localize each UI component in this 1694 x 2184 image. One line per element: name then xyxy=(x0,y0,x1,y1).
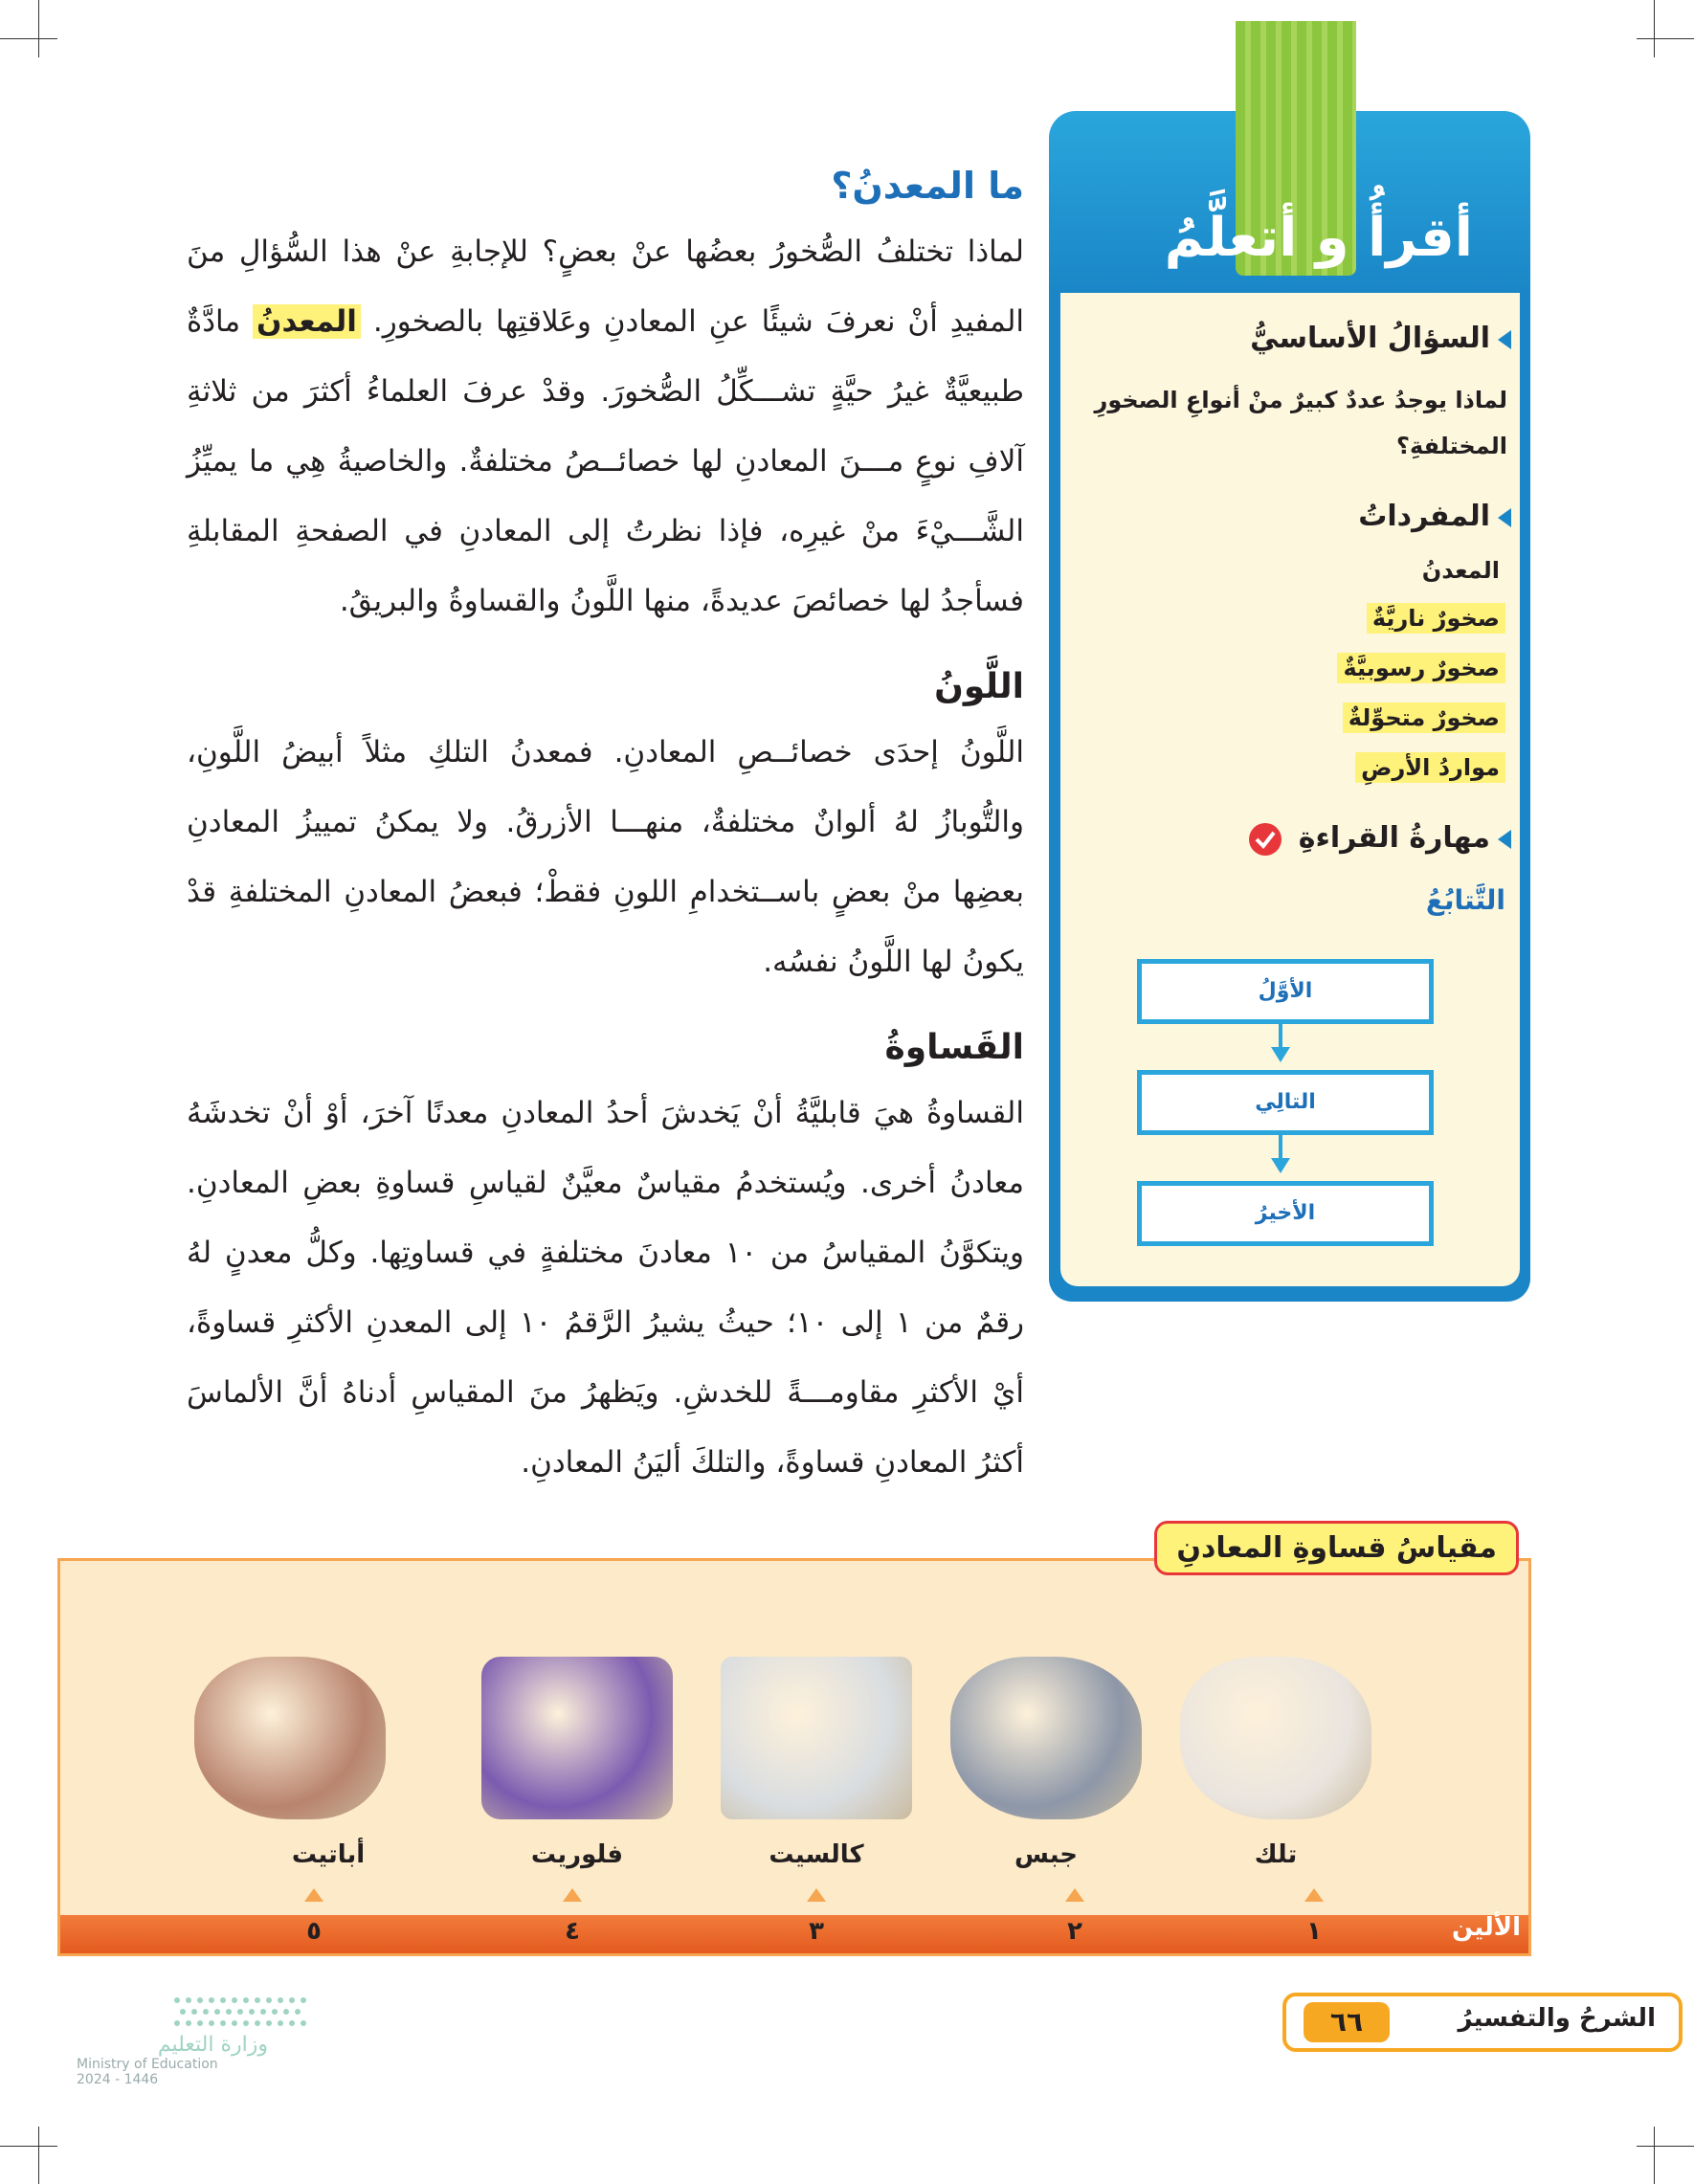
essential-question-heading xyxy=(1250,322,1511,355)
para1-part3: مادَّةٌ طبيعيَّةٌ غيرُ حيَّةٍ تشـــكِّلُ الصُّخورَ. وقدْ عرفَ العلماءُ أكثرَ من ثلاثةِ آلافِ نوعٍ مـــنَ المعادنِ لها خصائــصُ مختلفةٌ. والخاصيةُ هِي ما يميِّزُ الشَّـــيْءَ منْ غيرِه، فإذا نظرتُ إلى المعادنِ في الصفحةِ المقابلةِ فسأجدُ لها خصائصَ عديدةً، منها اللَّونُ والقساوةُ والبريقُ. xyxy=(187,304,1024,619)
paragraph-color: اللَّونُ إحدَى خصائــصِ المعادنِ. فمعدنُ التلكِ مثلاً أبيضُ اللَّونِ، والتُّوبازُ لهُ ألوانٌ مختلفةٌ، منهـــا الأزرقُ. ولا يمكنُ تمييزُ المعادنِ بعضِها منْ بعضٍ باســتخدامِ اللونِ فقطْ؛ فبعضُ المعادنِ المختلفةِ قدْ يكونُ لها اللَّونُ نفسُه. xyxy=(187,735,1024,980)
vocabulary-heading xyxy=(1358,500,1511,533)
heading-hardness: القَساوةُ xyxy=(884,1028,1024,1068)
vocabulary-label: المفرداتُ xyxy=(1358,500,1490,533)
essential-question-text: لماذا يوجدُ عددٌ كبيرٌ منْ أنواعِ الصخورِ المختلفةِ؟ xyxy=(1094,387,1507,459)
page-footer xyxy=(1282,1993,1683,2052)
main-content xyxy=(187,163,1024,1498)
softest-label: الألين xyxy=(1451,1913,1521,1942)
triangle-icon xyxy=(1498,508,1511,527)
calcite-image xyxy=(721,1657,912,1819)
mineral-label-apatite: أباتيت xyxy=(291,1840,366,1869)
vocab-item: صخورٌ متحوِّلةٌ xyxy=(1343,702,1505,733)
gypsum-image xyxy=(950,1657,1142,1819)
tick-marker xyxy=(1065,1888,1084,1902)
heading-color: اللَّونُ xyxy=(934,667,1024,707)
hardness-number: ١ xyxy=(1306,1917,1322,1946)
arrow-down-icon xyxy=(1279,1024,1282,1049)
vocab-highlight-mineral: المعدنُ xyxy=(253,304,361,339)
sequence-box-next: التالِي xyxy=(1137,1070,1434,1135)
triangle-icon xyxy=(1498,830,1511,849)
arrow-head-icon xyxy=(1271,1158,1290,1173)
hardness-number: ٣ xyxy=(809,1917,824,1946)
mineral-label-fluorite: فلوريت xyxy=(530,1840,624,1869)
paragraph-hardness: القساوةُ هيَ قابليَّةُ أنْ يَخدشَ أحدُ المعادنِ معدنًا آخرَ، أوْ أنْ تخدشَهُ معادنُ أخرى. ويُستخدمُ مقياسٌ معيَّنٌ لقياسِ قساوةِ بعضِ المعادنِ. ويتكوَّنُ المقياسُ من ١٠ معادنَ مختلفةٍ في قساوتِها. وكلُّ معدنٍ لهُ رقمٌ من ١ إلى ١٠؛ حيثُ يشيرُ الرَّقمُ ١٠ إلى المعدنِ الأكثرِ قساوةً، أيْ الأكثرِ مقاومـــةً للخدشِ. ويَظهرُ منَ المقياسِ أدناهُ أنَّ الألماسَ أكثرُ المعادنِ قساوةً، والتلكَ أليَنُ المعادنِ. xyxy=(187,1095,1024,1480)
triangle-icon xyxy=(1498,330,1511,349)
tick-marker xyxy=(563,1888,582,1902)
sidebar-title: أقرأُ و أتعلَّمُ xyxy=(1164,207,1473,269)
reading-skill-sequence: التَّتابُعُ xyxy=(1425,884,1505,916)
page-number: ٦٦ xyxy=(1304,2002,1390,2042)
hardness-number: ٤ xyxy=(565,1917,580,1946)
checkmark-icon xyxy=(1248,822,1282,857)
section-label: الشرحُ والتفسيرُ xyxy=(1458,2004,1656,2033)
apatite-image xyxy=(194,1657,386,1819)
tick-marker xyxy=(304,1888,323,1902)
hardness-number: ٥ xyxy=(306,1917,322,1946)
arrow-head-icon xyxy=(1271,1047,1290,1062)
mineral-label-talc: تلك xyxy=(1254,1840,1298,1869)
reading-skill-label: مهارةُ القراءةِ xyxy=(1298,821,1490,855)
vocab-item: المعدنُ xyxy=(1421,557,1500,584)
tick-marker xyxy=(1304,1888,1324,1902)
mineral-label-gypsum: جبس xyxy=(1014,1840,1079,1869)
tick-marker xyxy=(807,1888,826,1902)
ministry-dots-icon xyxy=(167,1991,321,2033)
reading-skill-heading xyxy=(1248,821,1511,857)
sequence-box-first: الأوَّلُ xyxy=(1137,959,1434,1024)
ministry-name-en: Ministry of Education xyxy=(77,2057,218,2072)
fluorite-image xyxy=(481,1657,673,1819)
vocab-item: صخورٌ ناريَّةٌ xyxy=(1367,603,1505,634)
hardness-number: ٢ xyxy=(1067,1917,1082,1946)
read-and-learn-sidebar xyxy=(1049,111,1530,1302)
ministry-year: 2024 - 1446 xyxy=(77,2072,159,2087)
mineral-label-calcite: كالسيت xyxy=(769,1840,864,1869)
essential-question-label: السؤالُ الأساسيُّ xyxy=(1250,322,1490,355)
para1-part1: لماذا تختلفُ الصُّخورُ بعضُها عنْ بعضٍ؟ للإجابةِ عنْ هذا السُّؤالِ منَ المفيدِ أنْ نعرفَ شيئًا عنِ المعادنِ وعَلاقتِها بالصخورِ. xyxy=(187,234,1025,340)
vocab-item: صخورٌ رسوبيَّةٌ xyxy=(1337,653,1505,683)
talc-image xyxy=(1180,1657,1371,1819)
ministry-name-ar: وزارة التعليم xyxy=(157,2033,268,2057)
sequence-box-last: الأخيرُ xyxy=(1137,1181,1434,1246)
scale-title: مقياسُ قساوةِ المعادنِ xyxy=(1154,1521,1519,1575)
arrow-down-icon xyxy=(1279,1135,1282,1160)
heading-what-is-mineral: ما المعدنُ؟ xyxy=(831,165,1024,207)
paragraph-intro xyxy=(187,217,1024,636)
ministry-logo xyxy=(77,1991,268,2087)
vocab-item: مواردُ الأرضِ xyxy=(1355,752,1505,783)
mineral-hardness-scale xyxy=(57,1531,1531,1956)
